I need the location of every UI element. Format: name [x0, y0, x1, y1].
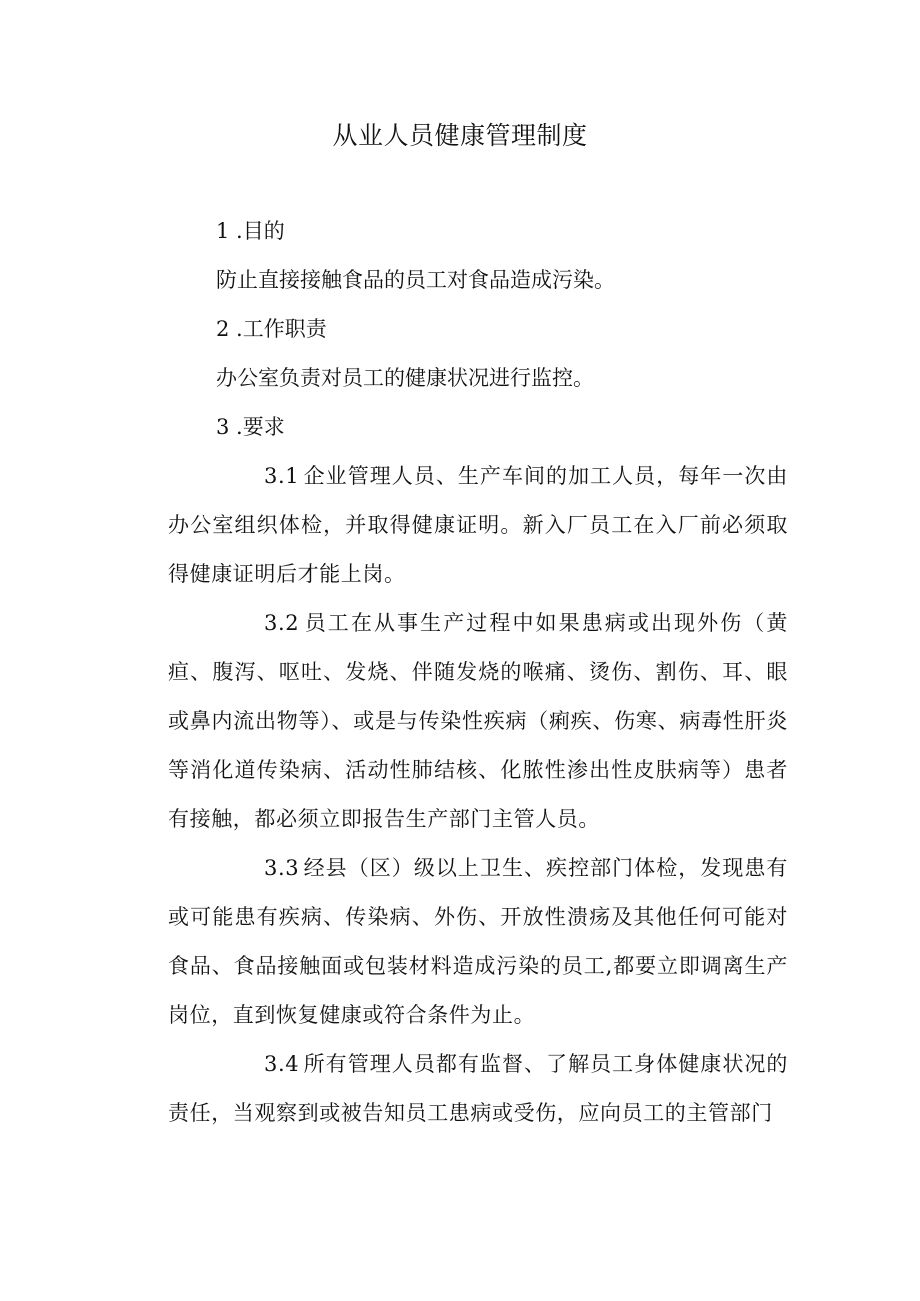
requirement-number: 3.1	[264, 464, 300, 488]
section-text-purpose: 防止直接接触食品的员工对食品造成污染。	[216, 268, 615, 292]
section-heading-requirements: 3 .要求	[216, 415, 285, 439]
requirement-paragraph	[168, 844, 788, 1040]
section-text-responsibility: 办公室负责对员工的健康状况进行监控。	[216, 366, 594, 390]
section-heading-responsibility: 2 .工作职责	[216, 317, 327, 341]
requirement-paragraph	[168, 1040, 788, 1138]
document-body	[168, 207, 788, 1138]
requirement-number: 3.4	[264, 1052, 300, 1076]
requirement-number: 3.3	[264, 856, 300, 880]
requirement-text: 经县（区）级以上卫生、疾控部门体检，发现患有或可能患有疾病、传染病、外伤、开放性溃疡及其他任何可能对食品、食品接触面或包装材料造成污染的员工,都要立即调离生产岗位，直到恢复健康或符合条件为止。	[168, 856, 788, 1027]
requirement-paragraph	[168, 452, 788, 599]
requirement-text: 所有管理人员都有监督、了解员工身体健康状况的责任，当观察到或被告知员工患病或受伤，应向员工的主管部门	[168, 1052, 788, 1125]
page-title: 从业人员健康管理制度	[332, 121, 588, 150]
section-heading-purpose: 1 .目的	[216, 219, 285, 243]
requirement-paragraph	[168, 599, 788, 844]
requirement-text: 企业管理人员、生产车间的加工人员，每年一次由办公室组织体检，并取得健康证明。新入厂员工在入厂前必须取得健康证明后才能上岗。	[168, 464, 788, 586]
requirement-text: 员工在从事生产过程中如果患病或出现外伤（黄疸、腹泻、呕吐、发烧、伴随发烧的喉痛、烫伤、割伤、耳、眼或鼻内流出物等）、或是与传染性疾病（痢疾、伤寒、病毒性肝炎等消化道传染病、活动性肺结核、化脓性渗出性皮肤病等）患者有接触，都必须立即报告生产部门主管人员。	[168, 611, 788, 831]
requirement-number: 3.2	[264, 611, 300, 635]
